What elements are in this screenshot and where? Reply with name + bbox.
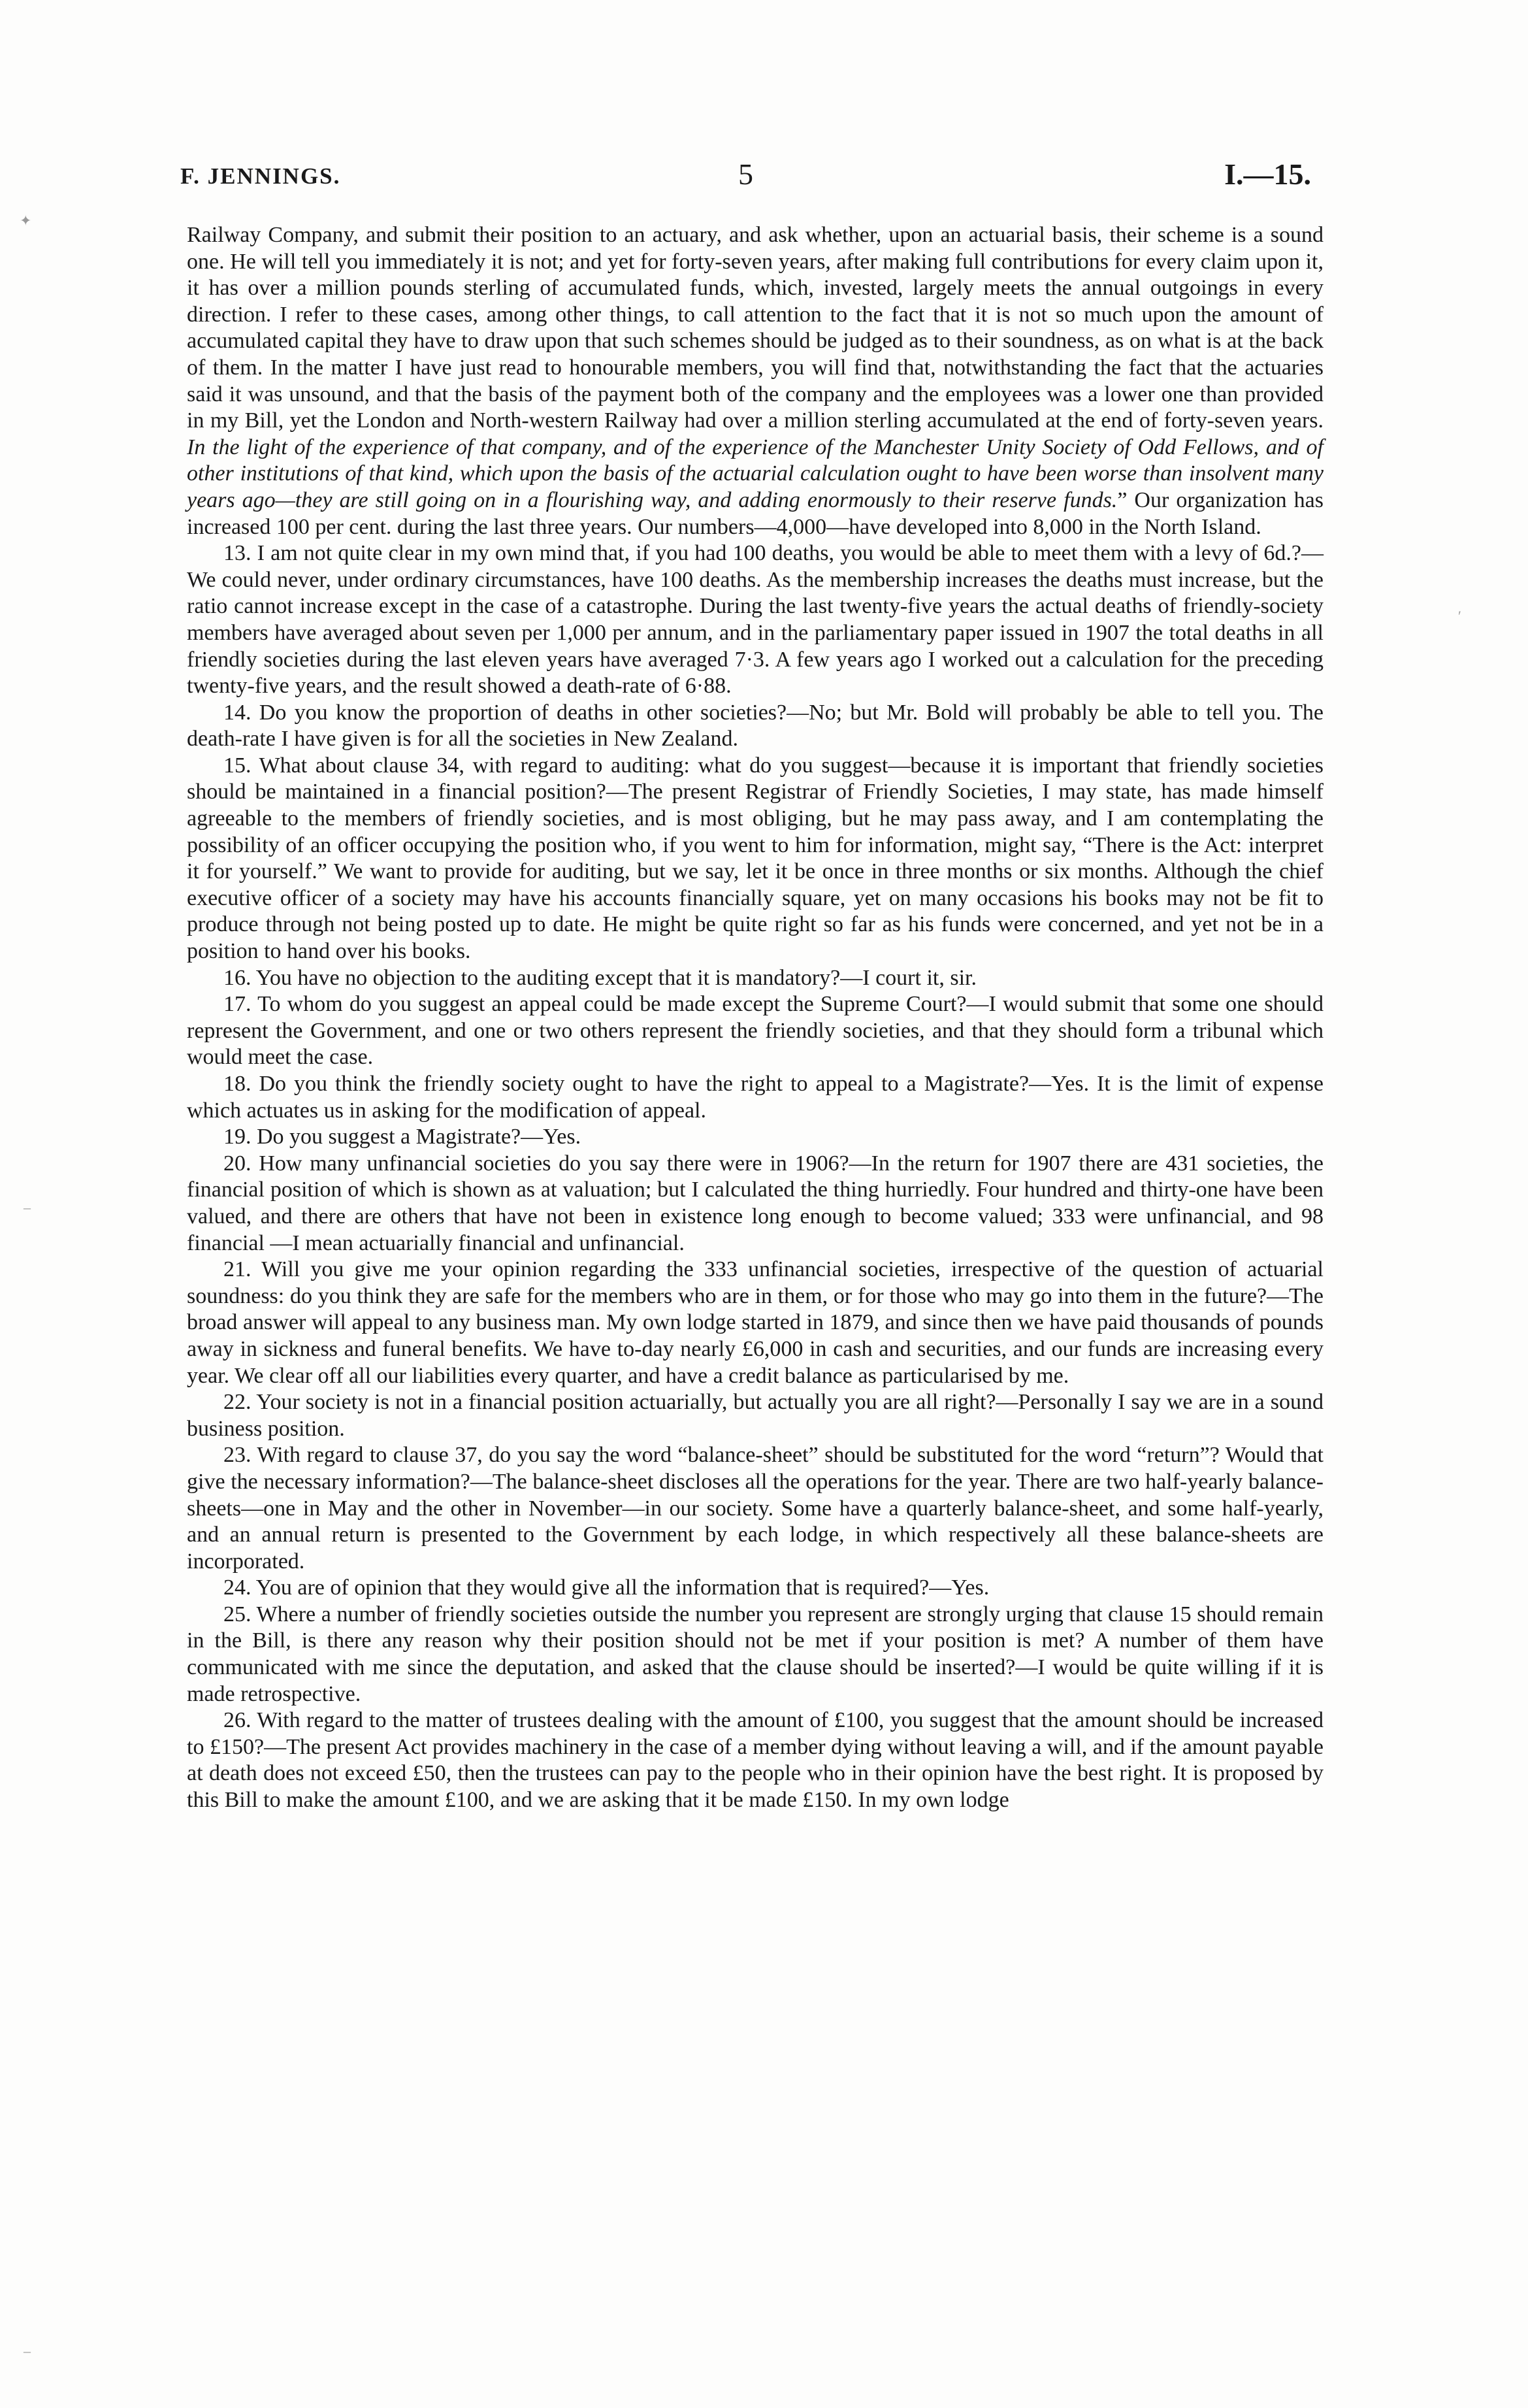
margin-mark: – xyxy=(24,1199,31,1215)
margin-mark: ✦ xyxy=(20,212,32,229)
paragraph-text: 22. Your society is not in a financial position actuarially, but actually you are all right?—Personally I say we are in a sound business position. xyxy=(187,1390,1324,1441)
body-text xyxy=(187,222,1324,1814)
paragraph-text: 25. Where a number of friendly societies outside the number you represent are strongly urging that clause 15 should remain in the Bill, is there any reason why their position should not be met if your position is met? A number of them have communicated with me since the deputation, and asked that the clause should be inserted?—I would be quite willing if it is made retrospective. xyxy=(187,1602,1324,1706)
paragraph-text: Railway Company, and submit their position to an actuary, and ask whether, upon an actuarial basis, their scheme is a sound one. He will tell you immediately it is not; and yet for forty-seven years, after making full contributions for every claim upon it, it has over a million pounds sterling of accumulated funds, which, invested, largely meets the annual outgoings in every direction. I refer to these cases, among other things, to call attention to the fact that it is not so much upon the amount of accumulated capital they have to draw upon that such schemes should be judged as to their soundness, as on what is at the back of them. In the matter I have just read to honourable members, you will find that, notwithstanding the fact that the actuaries said it was unsound, and that the basis of the payment both of the company and the employees was a lower one than provided in my Bill, yet the London and North-western Railway had over a million sterling accumulated at the end of forty-seven years. xyxy=(187,223,1324,433)
question-answer-paragraph xyxy=(187,1124,1324,1151)
paragraph-text: 18. Do you think the friendly society ought to have the right to appeal to a Magistrate?—Yes. It is the limit of expense which actuates us in asking for the modification of appeal. xyxy=(187,1072,1324,1123)
page-header xyxy=(180,157,1311,203)
question-answer-paragraph xyxy=(187,991,1324,1071)
header-document-reference: I.—15. xyxy=(1224,157,1311,191)
paragraph-text: 21. Will you give me your opinion regarding the 333 unfinancial societies, irrespective of the question of actuarial soundness: do you think they are safe for the members who are in them, or for those who may go into them in the future?—The broad answer will appeal to any business man. My own lodge started in 1879, and since then we have paid thousands of pounds away in sickness and funeral benefits. We have to-day nearly £6,000 in cash and securities, and our funds are increasing every year. We clear off all our liabilities every quarter, and have a credit balance as particularised by me. xyxy=(187,1257,1324,1388)
header-page-number: 5 xyxy=(738,157,753,191)
question-answer-paragraph xyxy=(187,1151,1324,1257)
paragraph-text: 15. What about clause 34, with regard to auditing: what do you suggest—because it is important that friendly societies should be maintained in a financial position?—The present Registrar of Friendly Societies, I may state, has made himself agreeable to the members of friendly societies, and is most obliging, but he may pass away, and I am contemplating the possibility of an officer occupying the position who, if you went to him for information, might say, “There is the Act: interpret it for yourself.” We want to provide for auditing, but we say, let it be once in three months or six months. Although the chief executive officer of a society may have his accounts financially square, yet on many occasions his books may not be fit to produce through not being posted up to date. He might be quite right so far as his funds were concerned, and yet not be in a position to hand over his books. xyxy=(187,753,1324,964)
question-answer-paragraph xyxy=(187,1257,1324,1389)
paragraph-text: ” Our organization has increased 100 per cent. during the last three years. Our numbers—4,000—have developed into 8,000 in the North Island. xyxy=(187,487,1324,539)
question-answer-paragraph xyxy=(187,700,1324,753)
question-answer-paragraph xyxy=(187,1602,1324,1707)
quoted-italic-text: In the light of the experience of that company, and of the experience of the Manchester Unity Society of Odd Fellows, and of other institutions of that kind, which upon the basis of the actuarial calculation ought to have been worse than insolvent many years ago—they are still going on in a flourishing way, and adding enormously to their reserve funds. xyxy=(187,435,1324,512)
paragraph-text: 24. You are of opinion that they would give all the information that is required?—Yes. xyxy=(223,1575,990,1600)
question-answer-paragraph xyxy=(187,540,1324,700)
question-answer-paragraph xyxy=(187,965,1324,992)
margin-mark: – xyxy=(24,2343,31,2359)
question-answer-paragraph xyxy=(187,1071,1324,1124)
question-answer-paragraph xyxy=(187,1575,1324,1602)
paragraph-text: 23. With regard to clause 37, do you say the word “balance-sheet” should be substituted for the word “return”? Would that give the necessary information?—The balance-sheet discloses all the operations for the year. There are two half-yearly balance-sheets—one in May and the other in November—in our society. Some have a quarterly balance-sheet, and some half-yearly, and an annual return is presented to the Government by each lodge, in which respectively all these balance-sheets are incorporated. xyxy=(187,1443,1324,1574)
question-answer-paragraph xyxy=(187,753,1324,965)
question-answer-paragraph xyxy=(187,1389,1324,1442)
paragraph-text: 16. You have no objection to the auditing except that it is mandatory?—I court it, sir. xyxy=(223,965,977,990)
paragraph-text: 26. With regard to the matter of trustees dealing with the amount of £100, you suggest that the amount should be increased to £150?—The present Act provides machinery in the case of a member dying without leaving a will, and if the amount payable at death does not exceed £50, then the trustees can pay to the people who in their opinion have the best right. It is proposed by this Bill to make the amount £100, and we are asking that it be made £150. In my own lodge xyxy=(187,1708,1324,1813)
paragraph-text: 17. To whom do you suggest an appeal could be made except the Supreme Court?—I would submit that some one should represent the Government, and one or two others represent the friendly societies, and that they should form a tribunal which would meet the case. xyxy=(187,992,1324,1070)
paragraph-text: 13. I am not quite clear in my own mind that, if you had 100 deaths, you would be able to meet them with a levy of 6d.?—We could never, under ordinary circumstances, have 100 deaths. As the membership increases the deaths must increase, but the ratio cannot increase except in the case of a catastrophe. During the last twenty-five years the actual deaths of friendly-society members have averaged about seven per 1,000 per annum, and in the parliamentary paper issued in 1907 the total deaths in all friendly societies during the last eleven years have averaged 7·3. A few years ago I worked out a calculation for the preceding twenty-five years, and the result showed a death-rate of 6·88. xyxy=(187,541,1324,699)
margin-mark: ′ xyxy=(1458,608,1461,624)
header-witness-name: F. JENNINGS. xyxy=(180,163,341,189)
paragraph-text: 14. Do you know the proportion of deaths in other societies?—No; but Mr. Bold will probably be able to tell you. The death-rate I have given is for all the societies in New Zealand. xyxy=(187,700,1324,751)
continued-paragraph xyxy=(187,222,1324,540)
paragraph-text: 20. How many unfinancial societies do you say there were in 1906?—In the return for 1907 there are 431 societies, the financial position of which is shown as at valuation; but I calculated the thing hurriedly. Four hundred and thirty-one have been valued, and there are others that have not been in existence long enough to become valued; 333 were unfinancial, and 98 financial —I mean actuarially financial and unfinancial. xyxy=(187,1151,1324,1255)
paragraph-text: 19. Do you suggest a Magistrate?—Yes. xyxy=(223,1125,581,1149)
question-answer-paragraph xyxy=(187,1707,1324,1813)
question-answer-paragraph xyxy=(187,1442,1324,1575)
